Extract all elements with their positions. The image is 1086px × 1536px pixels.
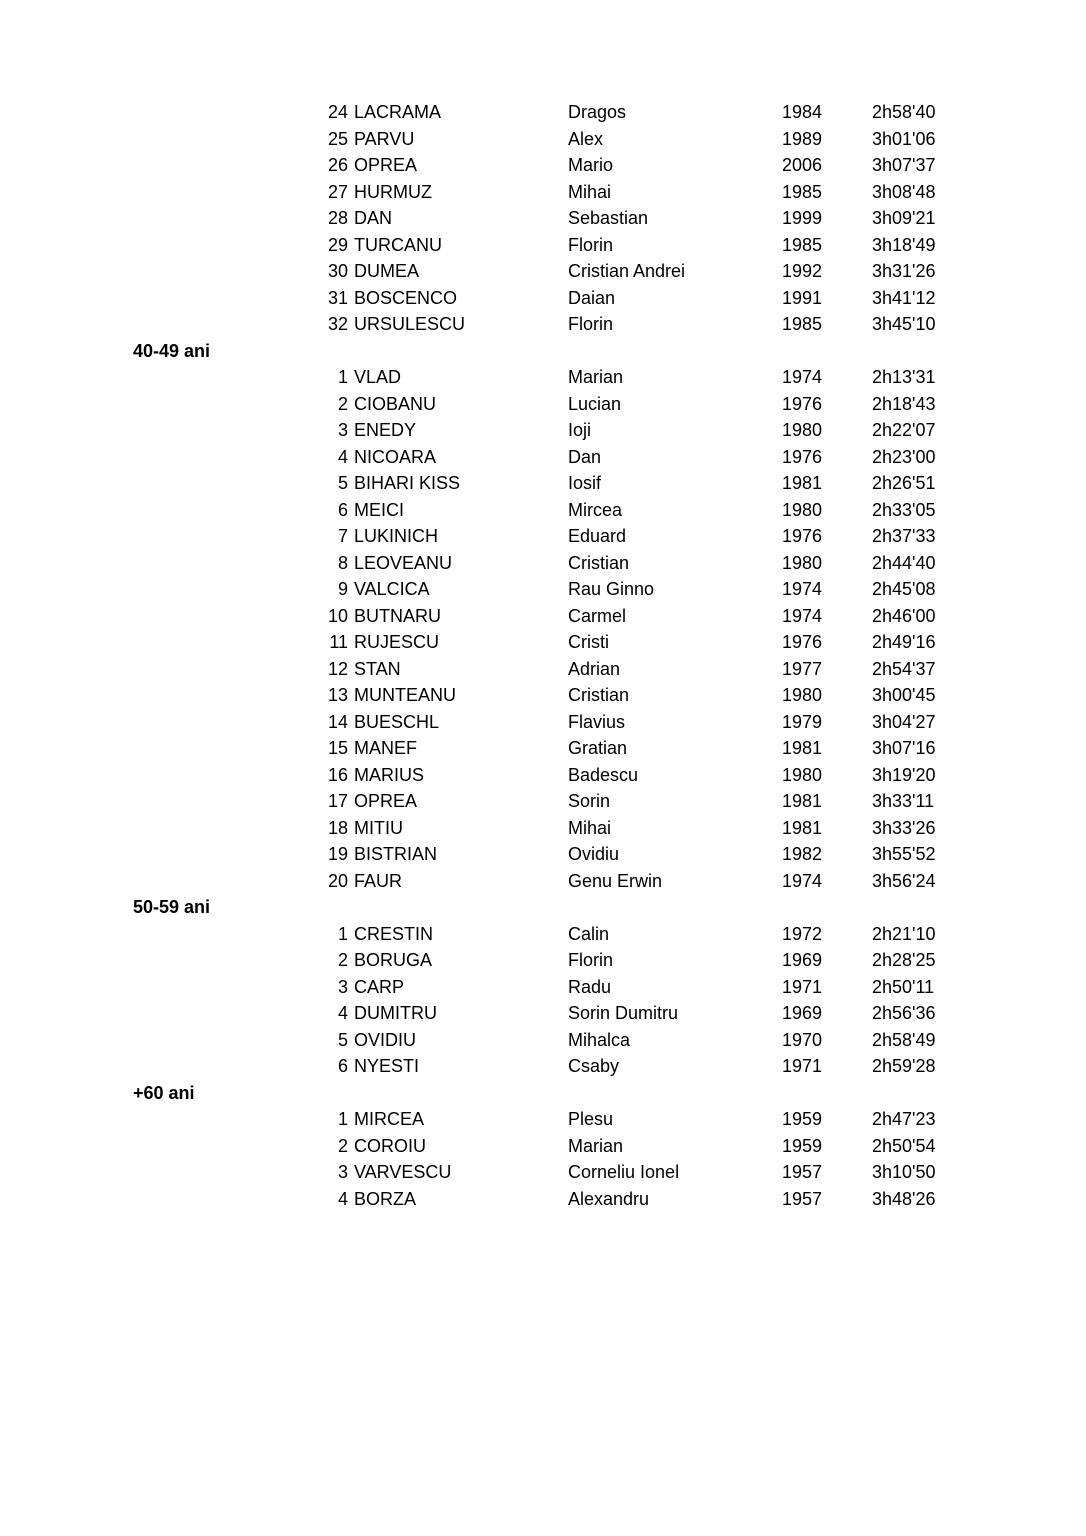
result-row bbox=[0, 444, 1086, 471]
result-row bbox=[0, 1186, 1086, 1213]
finish-time-cell: 3h04'27 bbox=[872, 711, 936, 732]
last-name-cell: OPREA bbox=[354, 155, 418, 175]
last-name-cell: BUTNARU bbox=[354, 605, 442, 626]
finish-time-cell: 3h19'20 bbox=[872, 764, 936, 785]
finish-time-cell: 2h23'00 bbox=[872, 446, 936, 467]
rank-cell: 2 bbox=[337, 393, 348, 414]
last-name-cell: HURMUZ bbox=[354, 181, 432, 202]
finish-time-cell: 2h59'28 bbox=[872, 1056, 936, 1076]
first-name-cell: Alexandru bbox=[568, 1188, 650, 1209]
finish-time-cell: 2h56'36 bbox=[872, 1003, 936, 1023]
first-name-cell: Eduard bbox=[568, 526, 627, 546]
rank-cell: 24 bbox=[327, 102, 348, 122]
result-row bbox=[0, 603, 1086, 630]
birth-year-cell: 1974 bbox=[782, 605, 823, 626]
birth-year-cell: 1974 bbox=[782, 870, 823, 891]
finish-time-cell: 3h08'48 bbox=[872, 181, 936, 202]
birth-year-cell: 1977 bbox=[782, 658, 823, 679]
rank-cell: 16 bbox=[327, 764, 348, 785]
birth-year-cell: 1957 bbox=[782, 1162, 823, 1182]
finish-time-cell: 3h33'11 bbox=[872, 791, 935, 811]
rank-cell: 4 bbox=[337, 1003, 348, 1023]
last-name-cell: PARVU bbox=[354, 128, 415, 149]
first-name-cell: Florin bbox=[568, 950, 614, 970]
last-name-cell: CIOBANU bbox=[354, 393, 437, 414]
rank-cell: 27 bbox=[327, 181, 348, 202]
last-name-cell: BORUGA bbox=[354, 950, 433, 970]
finish-time-cell: 3h07'37 bbox=[872, 155, 936, 175]
finish-time-cell: 3h45'10 bbox=[872, 314, 936, 334]
result-row bbox=[0, 311, 1086, 338]
last-name-cell: TURCANU bbox=[354, 234, 442, 255]
rank-cell: 32 bbox=[327, 314, 348, 334]
birth-year-cell: 1972 bbox=[782, 923, 823, 944]
birth-year-cell: 1980 bbox=[782, 499, 823, 520]
last-name-cell: MARIUS bbox=[354, 764, 425, 785]
result-row bbox=[0, 868, 1086, 895]
last-name-cell: NICOARA bbox=[354, 446, 437, 467]
birth-year-cell: 1976 bbox=[782, 632, 823, 652]
rank-cell: 3 bbox=[337, 420, 348, 440]
result-row bbox=[0, 682, 1086, 709]
birth-year-cell: 1959 bbox=[782, 1109, 823, 1129]
finish-time-cell: 2h22'07 bbox=[872, 420, 936, 440]
birth-year-cell: 1976 bbox=[782, 446, 823, 467]
last-name-cell: MEICI bbox=[354, 499, 405, 520]
birth-year-cell: 1980 bbox=[782, 420, 823, 440]
finish-time-cell: 3h00'45 bbox=[872, 685, 936, 705]
last-name-cell: LEOVEANU bbox=[354, 552, 453, 573]
first-name-cell: Mihai bbox=[568, 817, 612, 838]
rank-cell: 5 bbox=[337, 473, 348, 493]
last-name-cell: CRESTIN bbox=[354, 923, 434, 944]
birth-year-cell: 1980 bbox=[782, 764, 823, 785]
first-name-cell: Florin bbox=[568, 234, 614, 255]
birth-year-cell: 1991 bbox=[782, 287, 823, 308]
rank-cell: 1 bbox=[337, 367, 348, 387]
last-name-cell: LUKINICH bbox=[354, 526, 439, 546]
result-row bbox=[0, 285, 1086, 312]
last-name-cell: OPREA bbox=[354, 791, 418, 811]
rank-cell: 28 bbox=[327, 208, 348, 228]
category-label: +60 ani bbox=[133, 1082, 195, 1103]
first-name-cell: Alex bbox=[568, 128, 604, 149]
rank-cell: 20 bbox=[327, 870, 348, 891]
birth-year-cell: 1969 bbox=[782, 950, 823, 970]
last-name-cell: VLAD bbox=[354, 367, 402, 387]
last-name-cell: DUMITRU bbox=[354, 1003, 437, 1023]
first-name-cell: Sorin Dumitru bbox=[568, 1003, 679, 1023]
result-row bbox=[0, 656, 1086, 683]
first-name-cell: Adrian bbox=[568, 658, 621, 679]
birth-year-cell: 1976 bbox=[782, 393, 823, 414]
birth-year-cell: 1974 bbox=[782, 579, 823, 599]
finish-time-cell: 2h13'31 bbox=[872, 367, 936, 387]
finish-time-cell: 2h45'08 bbox=[872, 579, 936, 599]
category-label: 40-49 ani bbox=[133, 340, 211, 361]
first-name-cell: Mihai bbox=[568, 181, 612, 202]
finish-time-cell: 2h50'11 bbox=[872, 976, 935, 997]
rank-cell: 8 bbox=[337, 552, 348, 573]
last-name-cell: OVIDIU bbox=[354, 1029, 417, 1050]
finish-time-cell: 2h26'51 bbox=[872, 473, 936, 493]
finish-time-cell: 2h58'49 bbox=[872, 1029, 936, 1050]
rank-cell: 25 bbox=[327, 128, 348, 149]
rank-cell: 5 bbox=[337, 1029, 348, 1050]
finish-time-cell: 3h07'16 bbox=[872, 738, 936, 758]
rank-cell: 4 bbox=[337, 1188, 348, 1209]
finish-time-cell: 2h46'00 bbox=[872, 605, 936, 626]
first-name-cell: Plesu bbox=[568, 1109, 614, 1129]
birth-year-cell: 1981 bbox=[782, 473, 823, 493]
category-label: 50-59 ani bbox=[133, 897, 211, 917]
finish-time-cell: 2h18'43 bbox=[872, 393, 936, 414]
rank-cell: 10 bbox=[327, 605, 348, 626]
first-name-cell: Calin bbox=[568, 923, 610, 944]
result-row bbox=[0, 788, 1086, 815]
result-row bbox=[0, 258, 1086, 285]
result-row bbox=[0, 974, 1086, 1001]
first-name-cell: Sorin bbox=[568, 791, 611, 811]
birth-year-cell: 1992 bbox=[782, 261, 823, 281]
result-row bbox=[0, 841, 1086, 868]
last-name-cell: STAN bbox=[354, 658, 401, 679]
rank-cell: 1 bbox=[337, 1109, 348, 1129]
first-name-cell: Dan bbox=[568, 446, 602, 467]
first-name-cell: Carmel bbox=[568, 605, 627, 626]
finish-time-cell: 2h37'33 bbox=[872, 526, 936, 546]
rank-cell: 6 bbox=[337, 499, 348, 520]
birth-year-cell: 1970 bbox=[782, 1029, 823, 1050]
result-row bbox=[0, 576, 1086, 603]
first-name-cell: Csaby bbox=[568, 1056, 620, 1076]
rank-cell: 30 bbox=[327, 261, 348, 281]
rank-cell: 26 bbox=[327, 155, 348, 175]
last-name-cell: BOSCENCO bbox=[354, 287, 458, 308]
rank-cell: 15 bbox=[327, 738, 348, 758]
birth-year-cell: 1981 bbox=[782, 791, 823, 811]
first-name-cell: Rau Ginno bbox=[568, 579, 655, 599]
rank-cell: 14 bbox=[327, 711, 348, 732]
rank-cell: 13 bbox=[327, 685, 348, 705]
finish-time-cell: 3h09'21 bbox=[872, 208, 936, 228]
last-name-cell: FAUR bbox=[354, 870, 403, 891]
last-name-cell: VARVESCU bbox=[354, 1162, 452, 1182]
rank-cell: 2 bbox=[337, 950, 348, 970]
birth-year-cell: 1971 bbox=[782, 976, 823, 997]
finish-time-cell: 3h10'50 bbox=[872, 1162, 936, 1182]
last-name-cell: CARP bbox=[354, 976, 405, 997]
rank-cell: 9 bbox=[337, 579, 348, 599]
rank-cell: 19 bbox=[327, 844, 348, 864]
first-name-cell: Mircea bbox=[568, 499, 623, 520]
finish-time-cell: 3h31'26 bbox=[872, 261, 936, 281]
rank-cell: 3 bbox=[337, 976, 348, 997]
birth-year-cell: 1980 bbox=[782, 685, 823, 705]
rank-cell: 11 bbox=[329, 632, 348, 652]
result-row bbox=[0, 550, 1086, 577]
last-name-cell: COROIU bbox=[354, 1135, 426, 1156]
first-name-cell: Gratian bbox=[568, 738, 628, 758]
first-name-cell: Daian bbox=[568, 287, 616, 308]
last-name-cell: BUESCHL bbox=[354, 711, 440, 732]
last-name-cell: LACRAMA bbox=[354, 102, 442, 122]
first-name-cell: Lucian bbox=[568, 393, 622, 414]
first-name-cell: Ovidiu bbox=[568, 844, 620, 864]
first-name-cell: Cristian Andrei bbox=[568, 261, 686, 281]
result-row bbox=[0, 152, 1086, 179]
first-name-cell: Genu Erwin bbox=[568, 870, 663, 891]
last-name-cell: RUJESCU bbox=[354, 632, 440, 652]
first-name-cell: Badescu bbox=[568, 764, 639, 785]
finish-time-cell: 2h47'23 bbox=[872, 1109, 936, 1129]
first-name-cell: Corneliu Ionel bbox=[568, 1162, 680, 1182]
birth-year-cell: 1969 bbox=[782, 1003, 823, 1023]
result-row bbox=[0, 179, 1086, 206]
birth-year-cell: 1985 bbox=[782, 234, 823, 255]
finish-time-cell: 3h55'52 bbox=[872, 844, 936, 864]
result-row bbox=[0, 391, 1086, 418]
last-name-cell: DUMEA bbox=[354, 261, 420, 281]
finish-time-cell: 3h18'49 bbox=[872, 234, 936, 255]
first-name-cell: Ioji bbox=[568, 420, 592, 440]
result-row bbox=[0, 1106, 1086, 1133]
rank-cell: 6 bbox=[337, 1056, 348, 1076]
finish-time-cell: 3h41'12 bbox=[872, 287, 936, 308]
birth-year-cell: 1976 bbox=[782, 526, 823, 546]
result-row bbox=[0, 1133, 1086, 1160]
first-name-cell: Radu bbox=[568, 976, 612, 997]
result-row bbox=[0, 921, 1086, 948]
result-row bbox=[0, 1053, 1086, 1080]
birth-year-cell: 1989 bbox=[782, 128, 823, 149]
birth-year-cell: 1959 bbox=[782, 1135, 823, 1156]
result-row bbox=[0, 815, 1086, 842]
birth-year-cell: 1980 bbox=[782, 552, 823, 573]
result-row bbox=[0, 470, 1086, 497]
birth-year-cell: 1985 bbox=[782, 314, 823, 334]
category-header bbox=[0, 338, 1086, 365]
first-name-cell: Mario bbox=[568, 155, 614, 175]
result-row bbox=[0, 126, 1086, 153]
result-row bbox=[0, 1159, 1086, 1186]
result-row bbox=[0, 1027, 1086, 1054]
last-name-cell: MITIU bbox=[354, 817, 403, 838]
result-row bbox=[0, 417, 1086, 444]
birth-year-cell: 1957 bbox=[782, 1188, 823, 1209]
last-name-cell: ENEDY bbox=[354, 420, 417, 440]
last-name-cell: MIRCEA bbox=[354, 1109, 425, 1129]
last-name-cell: MUNTEANU bbox=[354, 685, 456, 705]
first-name-cell: Marian bbox=[568, 367, 624, 387]
birth-year-cell: 1999 bbox=[782, 208, 823, 228]
result-row bbox=[0, 364, 1086, 391]
finish-time-cell: 2h50'54 bbox=[872, 1135, 936, 1156]
finish-time-cell: 2h58'40 bbox=[872, 102, 936, 122]
category-header bbox=[0, 1080, 1086, 1107]
last-name-cell: URSULESCU bbox=[354, 314, 466, 334]
finish-time-cell: 3h48'26 bbox=[872, 1188, 936, 1209]
finish-time-cell: 2h54'37 bbox=[872, 658, 936, 679]
rank-cell: 17 bbox=[327, 791, 348, 811]
result-row bbox=[0, 709, 1086, 736]
result-row bbox=[0, 947, 1086, 974]
last-name-cell: MANEF bbox=[354, 738, 417, 758]
rank-cell: 3 bbox=[337, 1162, 348, 1182]
birth-year-cell: 1981 bbox=[782, 738, 823, 758]
result-row bbox=[0, 99, 1086, 126]
rank-cell: 29 bbox=[327, 234, 348, 255]
result-row bbox=[0, 762, 1086, 789]
finish-time-cell: 2h21'10 bbox=[872, 923, 936, 944]
birth-year-cell: 2006 bbox=[782, 155, 823, 175]
birth-year-cell: 1981 bbox=[782, 817, 823, 838]
finish-time-cell: 3h33'26 bbox=[872, 817, 936, 838]
finish-time-cell: 2h28'25 bbox=[872, 950, 936, 970]
finish-time-cell: 2h33'05 bbox=[872, 499, 936, 520]
birth-year-cell: 1971 bbox=[782, 1056, 823, 1076]
first-name-cell: Iosif bbox=[568, 473, 602, 493]
last-name-cell: VALCICA bbox=[354, 579, 430, 599]
first-name-cell: Cristian bbox=[568, 685, 630, 705]
finish-time-cell: 2h49'16 bbox=[872, 632, 936, 652]
result-row bbox=[0, 735, 1086, 762]
first-name-cell: Flavius bbox=[568, 711, 626, 732]
birth-year-cell: 1985 bbox=[782, 181, 823, 202]
result-row bbox=[0, 232, 1086, 259]
last-name-cell: BORZA bbox=[354, 1188, 417, 1209]
rank-cell: 2 bbox=[337, 1135, 348, 1156]
rank-cell: 4 bbox=[337, 446, 348, 467]
rank-cell: 7 bbox=[337, 526, 348, 546]
first-name-cell: Mihalca bbox=[568, 1029, 631, 1050]
first-name-cell: Cristi bbox=[568, 632, 609, 652]
result-row bbox=[0, 497, 1086, 524]
result-row bbox=[0, 205, 1086, 232]
rank-cell: 18 bbox=[327, 817, 348, 838]
last-name-cell: BISTRIAN bbox=[354, 844, 438, 864]
birth-year-cell: 1984 bbox=[782, 102, 823, 122]
rank-cell: 12 bbox=[327, 658, 348, 679]
result-row bbox=[0, 523, 1086, 550]
birth-year-cell: 1982 bbox=[782, 844, 823, 864]
finish-time-cell: 2h44'40 bbox=[872, 552, 936, 573]
first-name-cell: Dragos bbox=[568, 102, 627, 122]
last-name-cell: NYESTI bbox=[354, 1056, 420, 1076]
result-row bbox=[0, 1000, 1086, 1027]
birth-year-cell: 1979 bbox=[782, 711, 823, 732]
first-name-cell: Cristian bbox=[568, 552, 630, 573]
first-name-cell: Sebastian bbox=[568, 208, 649, 228]
result-row bbox=[0, 629, 1086, 656]
results-sheet bbox=[0, 99, 1086, 1212]
last-name-cell: BIHARI KISS bbox=[354, 473, 461, 493]
category-header bbox=[0, 894, 1086, 921]
first-name-cell: Marian bbox=[568, 1135, 624, 1156]
birth-year-cell: 1974 bbox=[782, 367, 823, 387]
last-name-cell: DAN bbox=[354, 208, 393, 228]
rank-cell: 1 bbox=[337, 923, 348, 944]
finish-time-cell: 3h56'24 bbox=[872, 870, 936, 891]
finish-time-cell: 3h01'06 bbox=[872, 128, 936, 149]
first-name-cell: Florin bbox=[568, 314, 614, 334]
rank-cell: 31 bbox=[327, 287, 348, 308]
